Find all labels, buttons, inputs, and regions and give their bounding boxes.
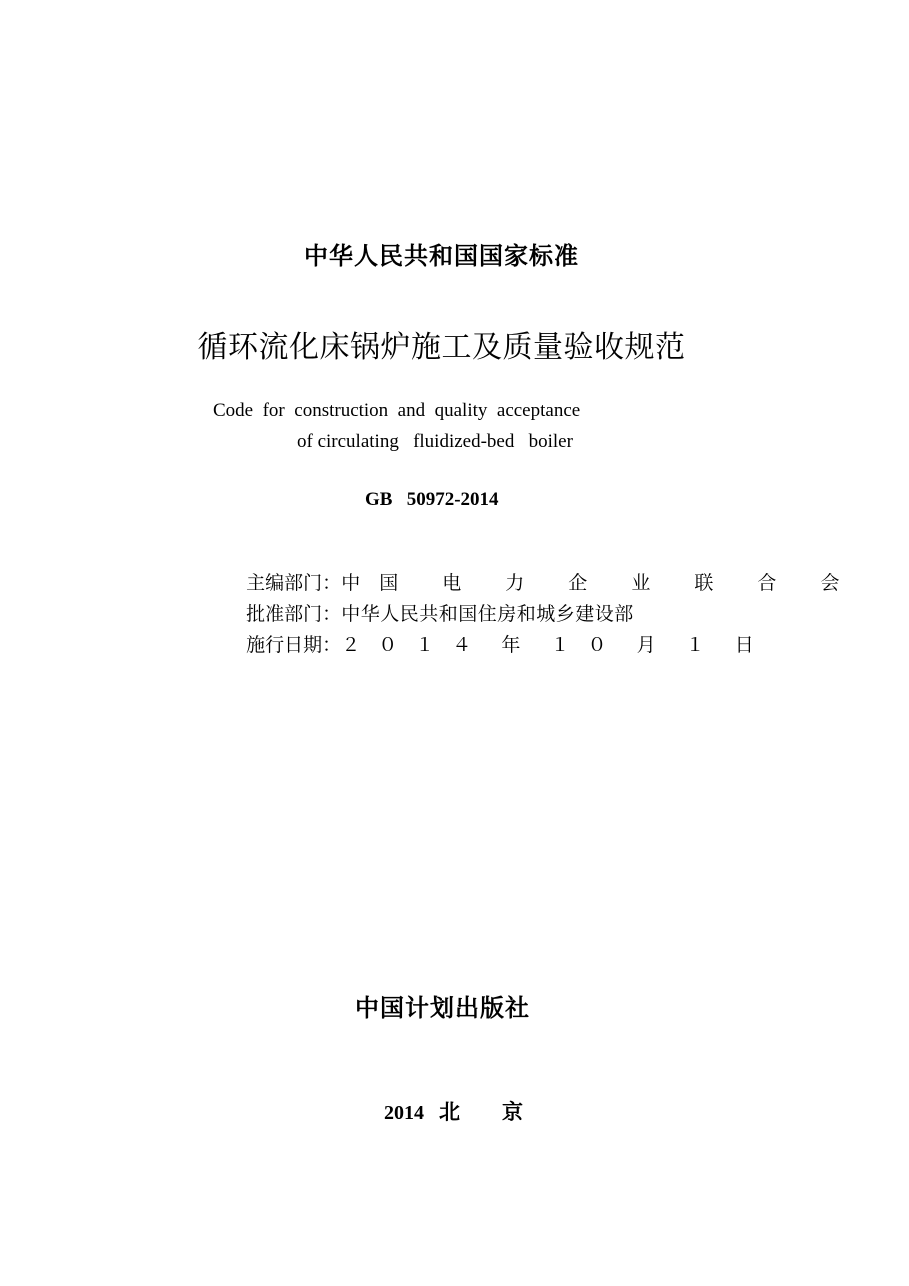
chinese-title: 循环流化床锅炉施工及质量验收规范 — [197, 330, 686, 365]
standard-code: GB 50972-2014 — [365, 489, 499, 510]
publisher-name: 中国计划出版社 — [355, 994, 530, 1022]
english-title-line-2: of circulating fluidized-bed boiler — [297, 431, 573, 452]
national-standard-heading: 中华人民共和国国家标准 — [304, 242, 579, 270]
publication-place — [364, 1073, 523, 1149]
publication-year: 2014 — [384, 1102, 424, 1124]
publication-city: 北 京 — [439, 1100, 523, 1124]
editor-value: 中国 电 力 企 业 联 合 会 — [341, 572, 859, 594]
effective-date-value: ２ ０ １ ４ 年 １ ０ 月 １ 日 — [341, 634, 760, 656]
approver-label: 批准部门： — [246, 603, 342, 625]
effective-date-label: 施行日期： — [246, 634, 342, 656]
editor-label: 主编部门： — [246, 572, 342, 594]
approver-value: 中华人民共和国住房和城乡建设部 — [341, 603, 634, 625]
effective-date-row — [222, 608, 760, 679]
english-title-line-1: Code for construction and quality acceptance — [213, 400, 581, 421]
